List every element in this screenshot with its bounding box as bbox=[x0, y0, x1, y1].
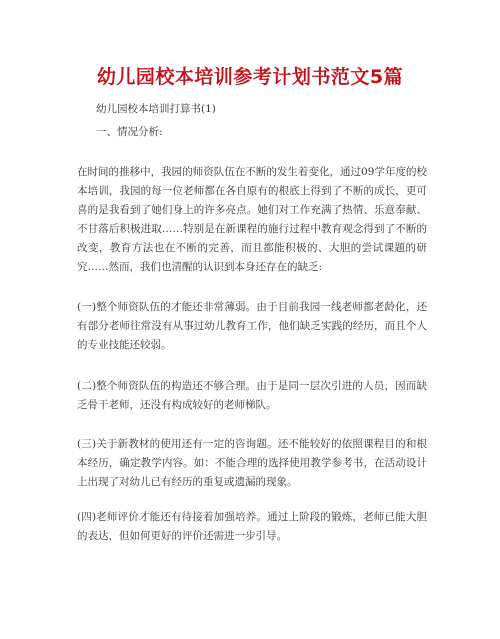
document-subtitle: 幼儿园校本培训打算书(1) bbox=[96, 103, 216, 115]
paragraph-point-3: (三)关于新教材的使用还有一定的咨询题。还不能较好的依照课程目的和根本经历，确定教学内容。如：不能合理的选择使用教学参考书，在活动设计上出现了对幼儿已有经历的重复或遗漏的现象。 bbox=[77, 437, 427, 488]
paragraph-situation: 在时间的推移中，我园的师资队伍在不断的发生着变化，通过09学年度的校本培训，我园的每一位老师都在各自原有的根底上得到了不断的成长，更可喜的是我看到了她们身上的许多亮点。她们对工作充满了热情、乐意奉献、不甘落后积极进取……特别是在新课程的施行过程中教育观念得到了不断的改变，教育方法也在不断的完善，而且都能积极的、大胆的尝试课题的研究……然而，我们也清醒的认识到本身还存在的缺乏: bbox=[77, 165, 427, 273]
paragraph-point-2: (二)整个师资队伍的构造还不够合理。由于是同一层次引进的人员，因而缺乏骨干老师，还没有构成较好的老师梯队。 bbox=[77, 379, 427, 411]
paragraph-point-1: (一)整个师资队伍的才能还非常薄弱。由于目前我园一线老师都老龄化，还有部分老师往常没有从事过幼儿教育工作，他们缺乏实践的经历，而且个人的专业技能还较弱。 bbox=[77, 300, 427, 351]
paragraph-point-4: (四)老师评价才能还有待接着加强培养。通过上阶段的锻炼，老师已能大胆的表达，但如何更好的评价还需进一步引导。 bbox=[77, 510, 427, 542]
document-title: 幼儿园校本培训参考计划书范文5篇 bbox=[96, 66, 404, 88]
section-heading: 一、情况分析: bbox=[96, 126, 163, 138]
